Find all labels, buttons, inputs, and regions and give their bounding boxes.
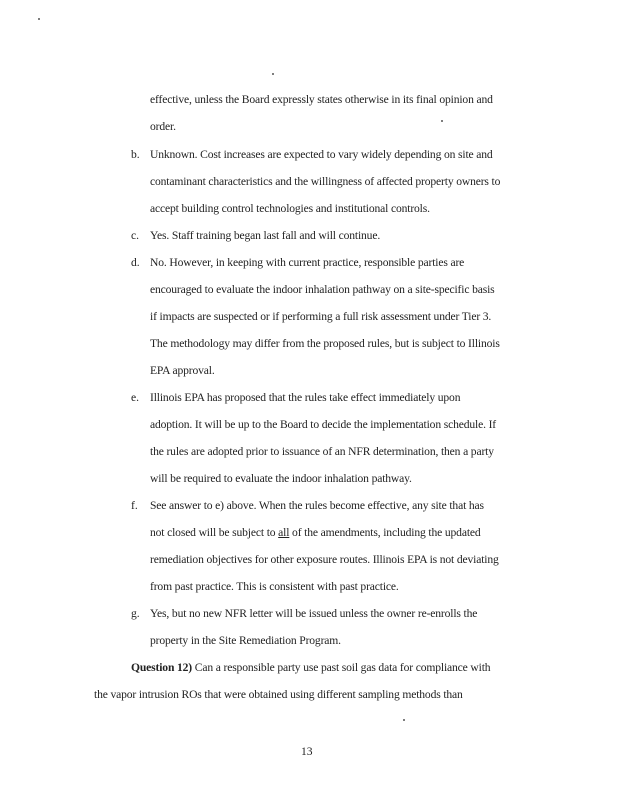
item-e-line: adoption. It will be up to the Board to decide the implementation schedule. If <box>150 418 497 431</box>
item-c-line: Yes. Staff training began last fall and will continue. <box>150 229 381 242</box>
item-b-line: contaminant characteristics and the willingness of affected property owners to <box>150 175 501 188</box>
question-12-line: the vapor intrusion ROs that were obtained using different sampling methods than <box>94 688 463 701</box>
item-marker-f: f. <box>131 499 138 512</box>
item-b-line: Unknown. Cost increases are expected to vary widely depending on site and <box>150 148 493 161</box>
question-12-line <box>131 661 490 675</box>
scan-speck <box>272 73 274 75</box>
item-marker-b: b. <box>131 148 140 161</box>
continuation-line: effective, unless the Board expressly states otherwise in its final opinion and <box>150 93 493 106</box>
continuation-line: order. <box>150 120 176 133</box>
item-f-text: not closed will be subject to <box>150 526 279 539</box>
item-d-line: if impacts are suspected or if performing a full risk assessment under Tier 3. <box>150 310 492 323</box>
item-g-line: property in the Site Remediation Program. <box>150 634 341 647</box>
scan-speck <box>441 120 443 122</box>
item-f-line: remediation objectives for other exposure routes. Illinois EPA is not deviating <box>150 553 499 566</box>
question-label: Question 12) <box>131 661 193 674</box>
item-d-line: EPA approval. <box>150 364 215 377</box>
item-e-line: the rules are adopted prior to issuance of an NFR determination, then a party <box>150 445 494 458</box>
item-f-line <box>150 526 481 540</box>
item-f-text: of the amendments, including the updated <box>289 526 481 539</box>
item-b-line: accept building control technologies and institutional controls. <box>150 202 430 215</box>
question-text: Can a responsible party use past soil gas data for compliance with <box>192 661 491 674</box>
item-d-line: encouraged to evaluate the indoor inhalation pathway on a site-specific basis <box>150 283 495 296</box>
item-e-line: Illinois EPA has proposed that the rules take effect immediately upon <box>150 391 461 404</box>
item-e-line: will be required to evaluate the indoor inhalation pathway. <box>150 472 412 485</box>
item-marker-c: c. <box>131 229 140 242</box>
scan-speck <box>403 719 405 721</box>
item-d-line: The methodology may differ from the proposed rules, but is subject to Illinois <box>150 337 500 350</box>
item-d-line: No. However, in keeping with current practice, responsible parties are <box>150 256 465 269</box>
item-f-line: See answer to e) above. When the rules become effective, any site that has <box>150 499 484 512</box>
page-number: 13 <box>301 745 313 758</box>
emphasis-all: all <box>278 526 290 539</box>
scan-speck <box>38 18 40 20</box>
item-f-line: from past practice. This is consistent with past practice. <box>150 580 399 593</box>
item-g-line: Yes, but no new NFR letter will be issued unless the owner re-enrolls the <box>150 607 478 620</box>
item-marker-e: e. <box>131 391 140 404</box>
item-marker-g: g. <box>131 607 140 620</box>
item-marker-d: d. <box>131 256 140 269</box>
